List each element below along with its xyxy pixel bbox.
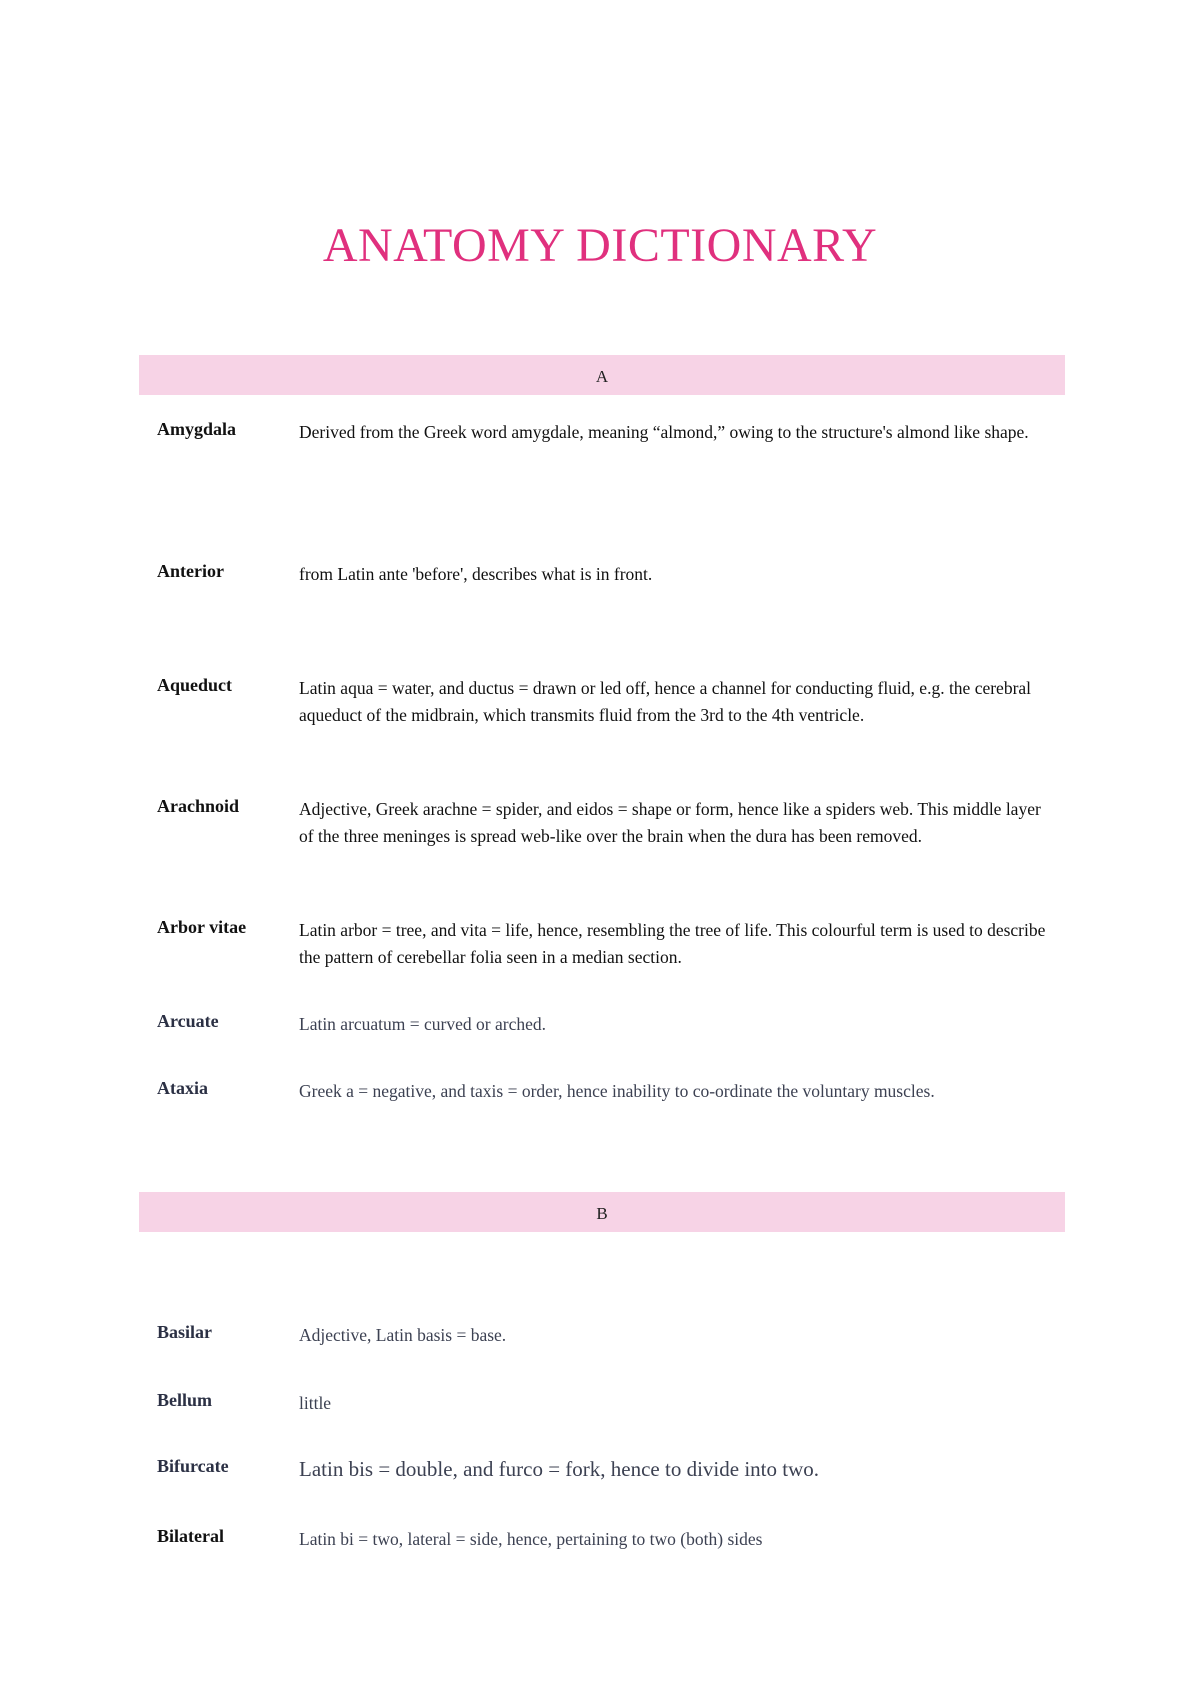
entry-definition: Latin bi = two, lateral = side, hence, pertaining to two (both) sides (299, 1529, 763, 1549)
entry-definition: Latin bis = double, and furco = fork, hence to divide into two. (299, 1457, 819, 1481)
entry-term: Bellum (157, 1390, 213, 1410)
entry-term: Bifurcate (157, 1456, 229, 1476)
entry-definition: from Latin ante 'before', describes what is in front. (299, 564, 653, 584)
entry-term: Arachnoid (157, 796, 240, 816)
entry-term: Arcuate (157, 1011, 219, 1031)
page-title: ANATOMY DICTIONARY (322, 219, 878, 272)
entry-definition: Adjective, Greek arachne = spider, and eidos = shape or form, hence like a spiders web. This middle layer of the three meninges is spread web-like over the brain when the dura has been removed. (299, 799, 1041, 846)
entry-term: Anterior (157, 561, 224, 581)
entry-term: Basilar (157, 1322, 213, 1342)
entry-definition: Latin aqua = water, and ductus = drawn or led off, hence a channel for conducting fluid, e.g. the cerebral aqueduct of the midbrain, which transmits fluid from the 3rd to the 4th ventricle. (299, 678, 1032, 725)
section-header-b: B (139, 1192, 1065, 1232)
entry-definition: Adjective, Latin basis = base. (299, 1325, 507, 1345)
entry-term: Aqueduct (157, 675, 233, 695)
entry-term: Arbor vitae (157, 917, 247, 937)
entry-term: Amygdala (157, 419, 237, 439)
entry-definition: Latin arbor = tree, and vita = life, hence, resembling the tree of life. This colourful term is used to describe the pattern of cerebellar folia seen in a median section. (299, 920, 1046, 967)
entry-definition: Greek a = negative, and taxis = order, hence inability to co-ordinate the voluntary muscles. (299, 1081, 935, 1101)
entry-definition: Derived from the Greek word amygdale, meaning “almond,” owing to the structure's almond like shape. (299, 422, 1029, 442)
entry-term: Bilateral (157, 1526, 224, 1546)
entry-definition: Latin arcuatum = curved or arched. (299, 1014, 546, 1034)
entry-term: Ataxia (157, 1078, 208, 1098)
section-header-a: A (139, 355, 1065, 395)
entry-definition: little (299, 1393, 332, 1413)
